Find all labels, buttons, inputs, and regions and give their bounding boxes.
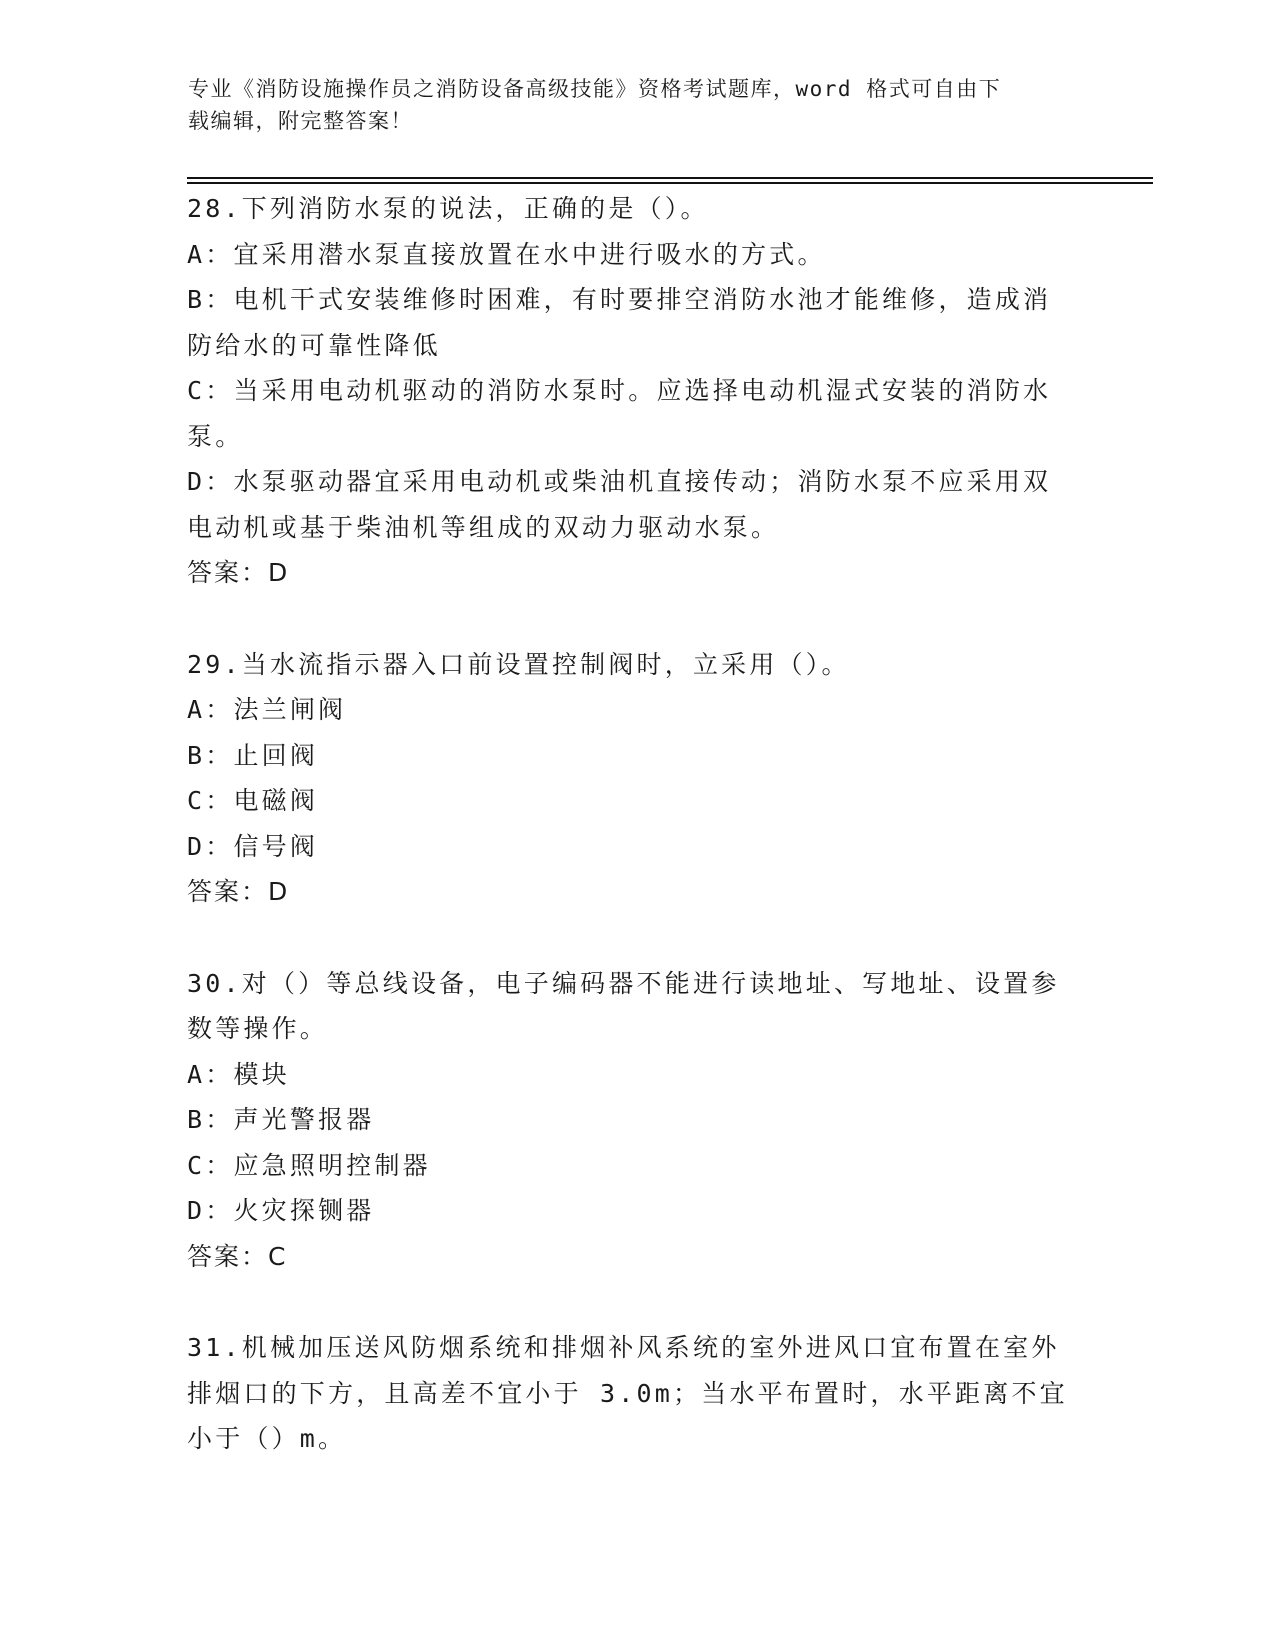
header-rule-top (187, 177, 1153, 179)
option-d: D：火灾探铡器 (187, 1196, 375, 1225)
option-b: B：止回阀 (187, 740, 319, 770)
option-d: D：水泵驱动器宜采用电动机或柴油机直接传动；消防水泵不应采用双 (187, 467, 1052, 496)
option-c-continued: 泵。 (187, 421, 244, 451)
question-stem-continued: 排烟口的下方，且高差不宜小于 3.0m；当水平布置时，水平距离不宜 (187, 1378, 1068, 1408)
answer: 答案：C (187, 1241, 288, 1271)
question-stem: 29.当水流指示器入口前设置控制阀时，立采用（）。 (187, 649, 850, 679)
spacer (187, 1279, 1087, 1325)
question-30 (187, 961, 1087, 1280)
question-31 (187, 1325, 1087, 1462)
answer: 答案：D (187, 877, 290, 906)
question-stem: 28.下列消防水泵的说法，正确的是（）。 (187, 194, 709, 223)
option-b-continued: 防给水的可靠性降低 (187, 330, 441, 360)
question-list (187, 186, 1087, 1462)
question-stem-continued: 小于（）m。 (187, 1424, 347, 1453)
option-b: B：电机干式安装维修时困难，有时要排空消防水池才能维修，造成消 (187, 285, 1052, 314)
answer: 答案：D (187, 558, 290, 587)
question-stem: 30.对（）等总线设备，电子编码器不能进行读地址、写地址、设置参 (187, 968, 1060, 998)
spacer (187, 596, 1087, 642)
option-a: A：法兰闸阀 (187, 695, 347, 724)
option-d-continued: 电动机或基于柴油机等组成的双动力驱动水泵。 (187, 512, 780, 542)
document-header (188, 73, 1068, 137)
option-c: C：当采用电动机驱动的消防水泵时。应选择电动机湿式安装的消防水 (187, 376, 1052, 405)
option-a: A：模块 (187, 1059, 290, 1089)
option-d: D：信号阀 (187, 831, 319, 861)
option-a: A：宜采用潜水泵直接放置在水中进行吸水的方式。 (187, 239, 826, 269)
spacer (187, 915, 1087, 961)
option-c: C：应急照明控制器 (187, 1150, 431, 1180)
option-b: B：声光警报器 (187, 1105, 375, 1134)
header-rule-bottom (187, 182, 1153, 184)
question-stem: 31.机械加压送风防烟系统和排烟补风系统的室外进风口宜布置在室外 (187, 1333, 1060, 1362)
question-29 (187, 642, 1087, 915)
header-line-1: 专业《消防设施操作员之消防设备高级技能》资格考试题库，word 格式可自由下 (188, 77, 1002, 101)
question-28 (187, 186, 1087, 596)
option-c: C：电磁阀 (187, 786, 319, 815)
header-line-2: 载编辑，附完整答案！ (188, 109, 413, 133)
question-stem-continued: 数等操作。 (187, 1014, 329, 1043)
